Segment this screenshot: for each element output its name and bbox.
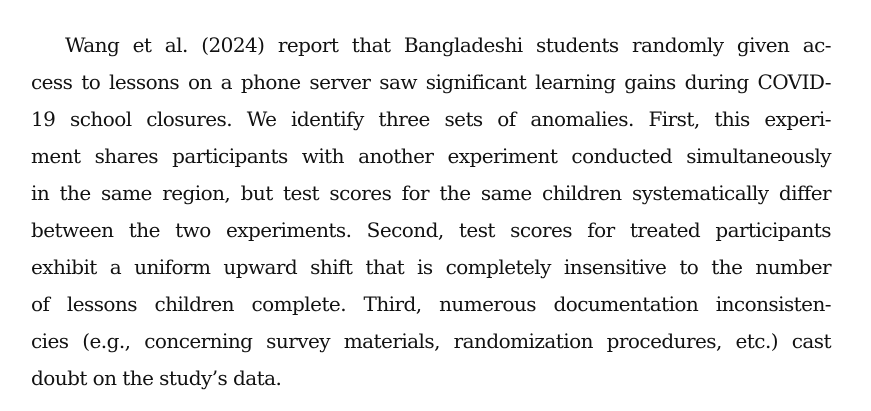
abstract-line-8: of lessons children complete. Third, numerous documentation inconsisten- [31, 292, 831, 316]
abstract-line-10: doubt on the study’s data. [31, 366, 282, 390]
abstract-line-9: cies (e.g., concerning survey materials, randomization procedures, etc.) cast [31, 329, 831, 353]
abstract-paragraph [31, 27, 831, 397]
abstract-line-6: between the two experiments. Second, test scores for treated participants [31, 218, 831, 242]
abstract-line-4: ment shares participants with another experiment conducted simultaneously [31, 144, 831, 168]
abstract-line-1: Wang et al. (2024) report that Bangladeshi students randomly given ac- [65, 33, 831, 57]
abstract-line-7: exhibit a uniform upward shift that is completely insensitive to the number [31, 255, 831, 279]
abstract-line-3: 19 school closures. We identify three sets of anomalies. First, this experi- [31, 107, 831, 131]
abstract-line-5: in the same region, but test scores for the same children systematically differ [31, 181, 831, 205]
abstract-line-2: cess to lessons on a phone server saw significant learning gains during COVID- [31, 70, 831, 94]
